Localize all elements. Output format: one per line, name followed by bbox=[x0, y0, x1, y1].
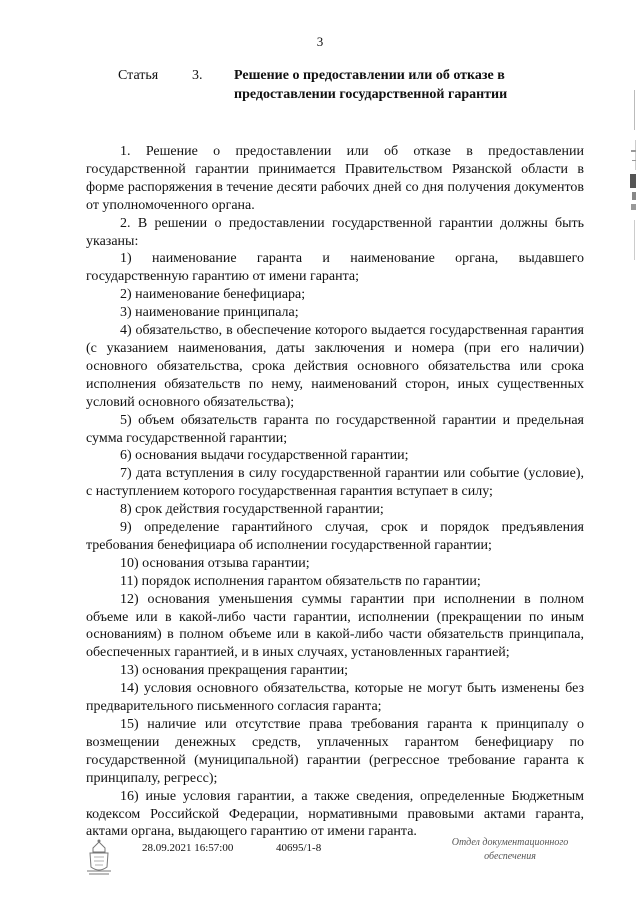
emblem-icon bbox=[84, 838, 114, 878]
list-item-14: 14) условия основного обязательства, которые не могут быть изменены без предварительного письменного согласия гаранта; bbox=[86, 681, 584, 715]
list-item-8: 8) срок действия государственной гарантии; bbox=[120, 502, 384, 518]
list-item-9: 9) определение гарантийного случая, срок и порядок предъявления требования бенефициара об исполнении государственной гарантии; bbox=[86, 520, 584, 553]
article-heading bbox=[118, 66, 588, 104]
article-label: Статья bbox=[118, 68, 159, 83]
article-title-line-2: предоставлении государственной гарантии bbox=[234, 87, 508, 102]
list-item-13: 13) основания прекращения гарантии; bbox=[120, 663, 349, 679]
department-stamp bbox=[430, 836, 590, 864]
list-item-6: 6) основания выдачи государственной гарантии; bbox=[120, 448, 409, 464]
page-number: 3 bbox=[316, 34, 324, 49]
article-title-line-1: Решение о предоставлении или об отказе в bbox=[234, 68, 505, 83]
list-item-15: 15) наличие или отсутствие права требования гаранта к принципалу о возмещении денежных средств, уплаченных гарантом бенефициару по государственной (муниципальной) гарантии (регрессное требование гаранта к принципалу, регресс); bbox=[86, 717, 584, 786]
paragraph-1: 1. Решение о предоставлении или об отказе в предоставлении государственной гарантии принимается Правительством Рязанской области в форме распоряжения в течение десяти рабочих дней со дня получения документов от уполномоченного органа. bbox=[86, 144, 584, 213]
list-item-5: 5) объем обязательств гаранта по государственной гарантии и предельная сумма государственной гарантии; bbox=[86, 412, 584, 446]
department-stamp-line-2: обеспечения bbox=[484, 851, 536, 862]
list-item-12: 12) основания уменьшения суммы гарантии при исполнении в полном объеме или в какой-либо части гарантии, исполнении (прекращении по иным основаниям) в полном объеме или в какой-либо части обязательств принципала, обеспеченных гарантией, и в иных случаях, установленных гарантией; bbox=[86, 591, 584, 661]
list-item-11: 11) порядок исполнения гарантом обязательств по гарантии; bbox=[120, 573, 481, 589]
list-item-10: 10) основания отзыва гарантии; bbox=[120, 555, 310, 571]
article-number: 3. bbox=[192, 68, 203, 83]
list-item-16: 16) иные условия гарантии, а также сведения, определенные Бюджетным кодексом Российской Федерации, нормативными правовыми актами гаранта, актами органа, выдающего гарантию от имени гаранта. bbox=[86, 788, 584, 840]
department-stamp-line-1: Отдел документационного bbox=[451, 837, 569, 848]
scan-edge-mark bbox=[622, 90, 638, 270]
list-item-3: 3) наименование принципала; bbox=[120, 305, 299, 321]
list-item-1: 1) наименование гаранта и наименование органа, выдавшего государственную гарантию от имени гаранта; bbox=[86, 251, 584, 285]
list-item-2: 2) наименование бенефициара; bbox=[120, 287, 306, 303]
document-body bbox=[86, 143, 584, 841]
list-item-7: 7) дата вступления в силу государственной гарантии или событие (условие), с наступлением которого государственная гарантия вступает в силу; bbox=[86, 466, 584, 500]
timestamp: 28.09.2021 16:57:00 bbox=[142, 842, 234, 854]
paragraph-2: 2. В решении о предоставлении государственной гарантии должны быть указаны: bbox=[86, 215, 584, 249]
list-item-4: 4) обязательство, в обеспечение которого выдается государственная гарантия (с указанием наименования, даты заключения и номера (при его наличии) основного обязательства, срока действия основного обязательства или срока исполнения обязательств по нему, наименований сторон, иных существенных условий основного обязательства); bbox=[86, 323, 584, 410]
registration-number: 40695/1-8 bbox=[276, 842, 322, 854]
